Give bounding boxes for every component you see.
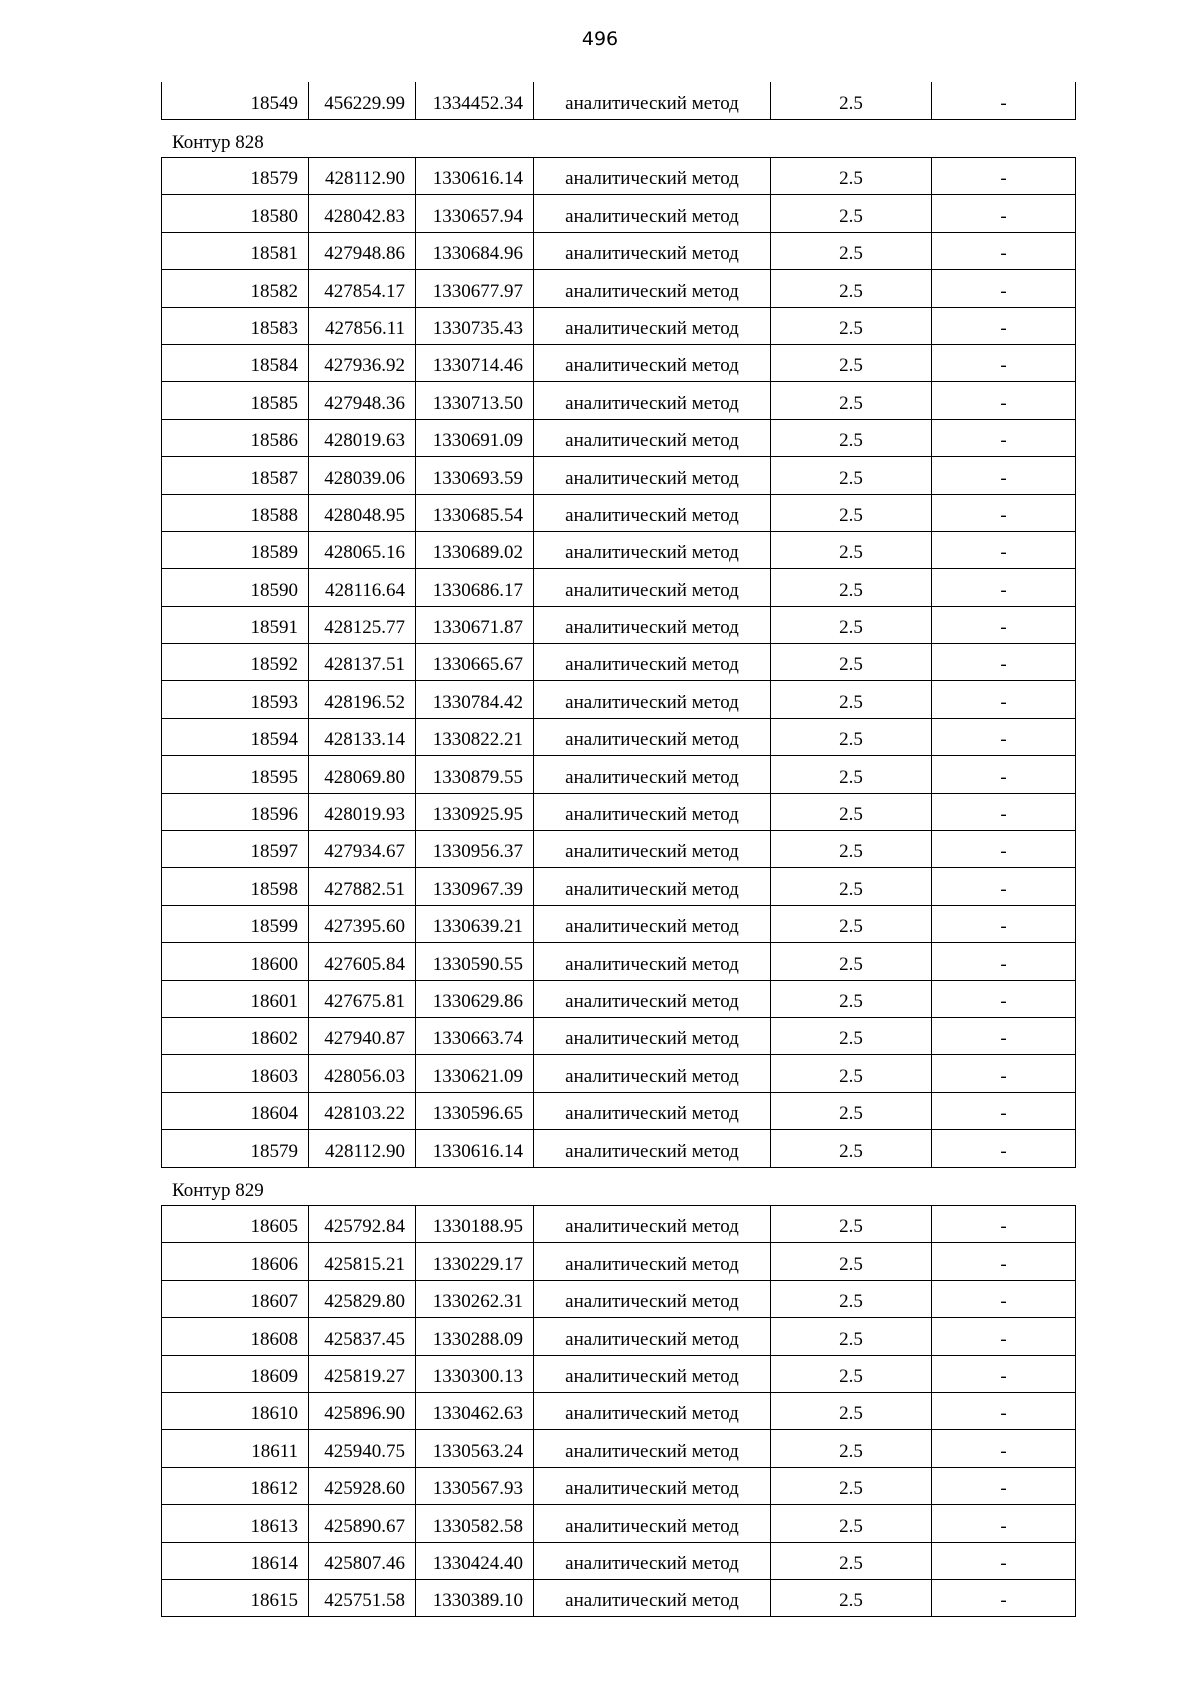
method-cell: аналитический метод xyxy=(534,718,771,755)
point-number-cell: 18580 xyxy=(162,195,309,232)
point-number-cell: 18579 xyxy=(162,1130,309,1167)
x-coordinate-cell: 428048.95 xyxy=(309,494,416,531)
note-cell: - xyxy=(932,905,1076,942)
note-cell: - xyxy=(932,831,1076,868)
point-number-cell: 18608 xyxy=(162,1318,309,1355)
y-coordinate-cell: 1330288.09 xyxy=(416,1318,534,1355)
note-cell: - xyxy=(932,82,1076,119)
x-coordinate-cell: 428042.83 xyxy=(309,195,416,232)
method-cell: аналитический метод xyxy=(534,756,771,793)
note-cell: - xyxy=(932,569,1076,606)
point-number-cell: 18589 xyxy=(162,531,309,568)
method-cell: аналитический метод xyxy=(534,569,771,606)
y-coordinate-cell: 1330663.74 xyxy=(416,1017,534,1054)
x-coordinate-cell: 428019.63 xyxy=(309,419,416,456)
point-number-cell: 18599 xyxy=(162,905,309,942)
y-coordinate-cell: 1330621.09 xyxy=(416,1055,534,1092)
accuracy-cell: 2.5 xyxy=(771,1206,932,1243)
coordinates-table-continued xyxy=(161,82,1076,120)
accuracy-cell: 2.5 xyxy=(771,1430,932,1467)
accuracy-cell: 2.5 xyxy=(771,1017,932,1054)
x-coordinate-cell: 425792.84 xyxy=(309,1206,416,1243)
accuracy-cell: 2.5 xyxy=(771,1092,932,1129)
accuracy-cell: 2.5 xyxy=(771,344,932,381)
y-coordinate-cell: 1330879.55 xyxy=(416,756,534,793)
note-cell: - xyxy=(932,1392,1076,1429)
point-number-cell: 18607 xyxy=(162,1280,309,1317)
x-coordinate-cell: 425928.60 xyxy=(309,1467,416,1504)
accuracy-cell: 2.5 xyxy=(771,943,932,980)
y-coordinate-cell: 1330424.40 xyxy=(416,1542,534,1579)
point-number-cell: 18614 xyxy=(162,1542,309,1579)
note-cell: - xyxy=(932,382,1076,419)
note-cell: - xyxy=(932,494,1076,531)
method-cell: аналитический метод xyxy=(534,1206,771,1243)
note-cell: - xyxy=(932,531,1076,568)
accuracy-cell: 2.5 xyxy=(771,980,932,1017)
point-number-cell: 18579 xyxy=(162,158,309,195)
note-cell: - xyxy=(932,1579,1076,1616)
note-cell: - xyxy=(932,457,1076,494)
point-number-cell: 18584 xyxy=(162,344,309,381)
table-row xyxy=(162,1505,1076,1542)
method-cell: аналитический метод xyxy=(534,270,771,307)
method-cell: аналитический метод xyxy=(534,195,771,232)
point-number-cell: 18588 xyxy=(162,494,309,531)
note-cell: - xyxy=(932,681,1076,718)
table-row xyxy=(162,195,1076,232)
table-row xyxy=(162,793,1076,830)
point-number-cell: 18609 xyxy=(162,1355,309,1392)
accuracy-cell: 2.5 xyxy=(771,531,932,568)
table-row xyxy=(162,1206,1076,1243)
accuracy-cell: 2.5 xyxy=(771,1280,932,1317)
accuracy-cell: 2.5 xyxy=(771,1318,932,1355)
table-row xyxy=(162,1055,1076,1092)
point-number-cell: 18586 xyxy=(162,419,309,456)
note-cell: - xyxy=(932,1092,1076,1129)
table-row xyxy=(162,494,1076,531)
note-cell: - xyxy=(932,1017,1076,1054)
x-coordinate-cell: 427605.84 xyxy=(309,943,416,980)
x-coordinate-cell: 428196.52 xyxy=(309,681,416,718)
y-coordinate-cell: 1330714.46 xyxy=(416,344,534,381)
method-cell: аналитический метод xyxy=(534,1505,771,1542)
y-coordinate-cell: 1330462.63 xyxy=(416,1392,534,1429)
table-row xyxy=(162,1579,1076,1616)
table-row xyxy=(162,270,1076,307)
x-coordinate-cell: 428056.03 xyxy=(309,1055,416,1092)
note-cell: - xyxy=(932,1055,1076,1092)
table-row xyxy=(162,1542,1076,1579)
table-row xyxy=(162,1243,1076,1280)
method-cell: аналитический метод xyxy=(534,1318,771,1355)
x-coordinate-cell: 427940.87 xyxy=(309,1017,416,1054)
table-row xyxy=(162,232,1076,269)
point-number-cell: 18581 xyxy=(162,232,309,269)
point-number-cell: 18582 xyxy=(162,270,309,307)
note-cell: - xyxy=(932,1318,1076,1355)
x-coordinate-cell: 428112.90 xyxy=(309,158,416,195)
method-cell: аналитический метод xyxy=(534,793,771,830)
note-cell: - xyxy=(932,644,1076,681)
x-coordinate-cell: 425896.90 xyxy=(309,1392,416,1429)
y-coordinate-cell: 1330925.95 xyxy=(416,793,534,830)
y-coordinate-cell: 1330784.42 xyxy=(416,681,534,718)
table-row xyxy=(162,419,1076,456)
point-number-cell: 18611 xyxy=(162,1430,309,1467)
table-row xyxy=(162,382,1076,419)
y-coordinate-cell: 1334452.34 xyxy=(416,82,534,119)
y-coordinate-cell: 1330582.58 xyxy=(416,1505,534,1542)
point-number-cell: 18602 xyxy=(162,1017,309,1054)
y-coordinate-cell: 1330629.86 xyxy=(416,980,534,1017)
table-row xyxy=(162,1430,1076,1467)
table-row xyxy=(162,1280,1076,1317)
note-cell: - xyxy=(932,1542,1076,1579)
accuracy-cell: 2.5 xyxy=(771,718,932,755)
method-cell: аналитический метод xyxy=(534,457,771,494)
y-coordinate-cell: 1330713.50 xyxy=(416,382,534,419)
point-number-cell: 18583 xyxy=(162,307,309,344)
x-coordinate-cell: 427854.17 xyxy=(309,270,416,307)
note-cell: - xyxy=(932,307,1076,344)
x-coordinate-cell: 425751.58 xyxy=(309,1579,416,1616)
table-row xyxy=(162,1355,1076,1392)
accuracy-cell: 2.5 xyxy=(771,307,932,344)
x-coordinate-cell: 428103.22 xyxy=(309,1092,416,1129)
note-cell: - xyxy=(932,1505,1076,1542)
point-number-cell: 18593 xyxy=(162,681,309,718)
point-number-cell: 18606 xyxy=(162,1243,309,1280)
y-coordinate-cell: 1330956.37 xyxy=(416,831,534,868)
y-coordinate-cell: 1330677.97 xyxy=(416,270,534,307)
note-cell: - xyxy=(932,606,1076,643)
note-cell: - xyxy=(932,718,1076,755)
y-coordinate-cell: 1330389.10 xyxy=(416,1579,534,1616)
point-number-cell: 18612 xyxy=(162,1467,309,1504)
table-row xyxy=(162,1017,1076,1054)
method-cell: аналитический метод xyxy=(534,980,771,1017)
x-coordinate-cell: 428019.93 xyxy=(309,793,416,830)
method-cell: аналитический метод xyxy=(534,1392,771,1429)
table-row xyxy=(162,344,1076,381)
point-number-cell: 18601 xyxy=(162,980,309,1017)
method-cell: аналитический метод xyxy=(534,232,771,269)
point-number-cell: 18605 xyxy=(162,1206,309,1243)
x-coordinate-cell: 427856.11 xyxy=(309,307,416,344)
accuracy-cell: 2.5 xyxy=(771,1392,932,1429)
x-coordinate-cell: 425837.45 xyxy=(309,1318,416,1355)
method-cell: аналитический метод xyxy=(534,1017,771,1054)
table-row xyxy=(162,718,1076,755)
note-cell: - xyxy=(932,1430,1076,1467)
method-cell: аналитический метод xyxy=(534,82,771,119)
y-coordinate-cell: 1330693.59 xyxy=(416,457,534,494)
table-row xyxy=(162,1092,1076,1129)
x-coordinate-cell: 425815.21 xyxy=(309,1243,416,1280)
method-cell: аналитический метод xyxy=(534,1280,771,1317)
table-row xyxy=(162,82,1076,119)
y-coordinate-cell: 1330300.13 xyxy=(416,1355,534,1392)
method-cell: аналитический метод xyxy=(534,531,771,568)
x-coordinate-cell: 428112.90 xyxy=(309,1130,416,1167)
x-coordinate-cell: 456229.99 xyxy=(309,82,416,119)
y-coordinate-cell: 1330567.93 xyxy=(416,1467,534,1504)
accuracy-cell: 2.5 xyxy=(771,831,932,868)
point-number-cell: 18597 xyxy=(162,831,309,868)
y-coordinate-cell: 1330188.95 xyxy=(416,1206,534,1243)
table-row xyxy=(162,307,1076,344)
accuracy-cell: 2.5 xyxy=(771,1467,932,1504)
table-row xyxy=(162,681,1076,718)
accuracy-cell: 2.5 xyxy=(771,494,932,531)
x-coordinate-cell: 425807.46 xyxy=(309,1542,416,1579)
accuracy-cell: 2.5 xyxy=(771,1130,932,1167)
note-cell: - xyxy=(932,195,1076,232)
y-coordinate-cell: 1330684.96 xyxy=(416,232,534,269)
x-coordinate-cell: 427948.86 xyxy=(309,232,416,269)
x-coordinate-cell: 428133.14 xyxy=(309,718,416,755)
method-cell: аналитический метод xyxy=(534,382,771,419)
accuracy-cell: 2.5 xyxy=(771,195,932,232)
y-coordinate-cell: 1330563.24 xyxy=(416,1430,534,1467)
table-row xyxy=(162,644,1076,681)
method-cell: аналитический метод xyxy=(534,158,771,195)
x-coordinate-cell: 428065.16 xyxy=(309,531,416,568)
point-number-cell: 18600 xyxy=(162,943,309,980)
note-cell: - xyxy=(932,1130,1076,1167)
table-row xyxy=(162,1467,1076,1504)
x-coordinate-cell: 428137.51 xyxy=(309,644,416,681)
x-coordinate-cell: 425890.67 xyxy=(309,1505,416,1542)
accuracy-cell: 2.5 xyxy=(771,1243,932,1280)
y-coordinate-cell: 1330822.21 xyxy=(416,718,534,755)
y-coordinate-cell: 1330229.17 xyxy=(416,1243,534,1280)
accuracy-cell: 2.5 xyxy=(771,756,932,793)
point-number-cell: 18595 xyxy=(162,756,309,793)
y-coordinate-cell: 1330671.87 xyxy=(416,606,534,643)
note-cell: - xyxy=(932,1206,1076,1243)
coordinates-table-contour-829 xyxy=(161,1205,1076,1617)
point-number-cell: 18604 xyxy=(162,1092,309,1129)
note-cell: - xyxy=(932,980,1076,1017)
accuracy-cell: 2.5 xyxy=(771,569,932,606)
table-row xyxy=(162,1130,1076,1167)
x-coordinate-cell: 427948.36 xyxy=(309,382,416,419)
accuracy-cell: 2.5 xyxy=(771,1055,932,1092)
note-cell: - xyxy=(932,158,1076,195)
point-number-cell: 18603 xyxy=(162,1055,309,1092)
table-row xyxy=(162,1392,1076,1429)
method-cell: аналитический метод xyxy=(534,307,771,344)
point-number-cell: 18587 xyxy=(162,457,309,494)
note-cell: - xyxy=(932,270,1076,307)
accuracy-cell: 2.5 xyxy=(771,419,932,456)
accuracy-cell: 2.5 xyxy=(771,1542,932,1579)
note-cell: - xyxy=(932,419,1076,456)
accuracy-cell: 2.5 xyxy=(771,905,932,942)
x-coordinate-cell: 428116.64 xyxy=(309,569,416,606)
method-cell: аналитический метод xyxy=(534,905,771,942)
x-coordinate-cell: 428039.06 xyxy=(309,457,416,494)
accuracy-cell: 2.5 xyxy=(771,793,932,830)
y-coordinate-cell: 1330657.94 xyxy=(416,195,534,232)
x-coordinate-cell: 427395.60 xyxy=(309,905,416,942)
y-coordinate-cell: 1330596.65 xyxy=(416,1092,534,1129)
contour-label: Контур 829 xyxy=(172,1180,264,1201)
x-coordinate-cell: 427882.51 xyxy=(309,868,416,905)
method-cell: аналитический метод xyxy=(534,644,771,681)
table-row xyxy=(162,531,1076,568)
note-cell: - xyxy=(932,1467,1076,1504)
accuracy-cell: 2.5 xyxy=(771,1355,932,1392)
table-row xyxy=(162,831,1076,868)
method-cell: аналитический метод xyxy=(534,1542,771,1579)
point-number-cell: 18591 xyxy=(162,606,309,643)
x-coordinate-cell: 427675.81 xyxy=(309,980,416,1017)
table-row xyxy=(162,980,1076,1017)
method-cell: аналитический метод xyxy=(534,344,771,381)
x-coordinate-cell: 425829.80 xyxy=(309,1280,416,1317)
accuracy-cell: 2.5 xyxy=(771,82,932,119)
method-cell: аналитический метод xyxy=(534,494,771,531)
x-coordinate-cell: 427934.67 xyxy=(309,831,416,868)
method-cell: аналитический метод xyxy=(534,1092,771,1129)
point-number-cell: 18598 xyxy=(162,868,309,905)
y-coordinate-cell: 1330665.67 xyxy=(416,644,534,681)
accuracy-cell: 2.5 xyxy=(771,681,932,718)
table-row xyxy=(162,1318,1076,1355)
point-number-cell: 18596 xyxy=(162,793,309,830)
accuracy-cell: 2.5 xyxy=(771,457,932,494)
accuracy-cell: 2.5 xyxy=(771,232,932,269)
method-cell: аналитический метод xyxy=(534,1130,771,1167)
method-cell: аналитический метод xyxy=(534,419,771,456)
table-row xyxy=(162,569,1076,606)
table-row xyxy=(162,756,1076,793)
page-number: 496 xyxy=(581,28,619,50)
note-cell: - xyxy=(932,1243,1076,1280)
table-row xyxy=(162,943,1076,980)
point-number-cell: 18549 xyxy=(162,82,309,119)
y-coordinate-cell: 1330967.39 xyxy=(416,868,534,905)
method-cell: аналитический метод xyxy=(534,606,771,643)
x-coordinate-cell: 428125.77 xyxy=(309,606,416,643)
note-cell: - xyxy=(932,868,1076,905)
accuracy-cell: 2.5 xyxy=(771,270,932,307)
y-coordinate-cell: 1330590.55 xyxy=(416,943,534,980)
y-coordinate-cell: 1330616.14 xyxy=(416,1130,534,1167)
method-cell: аналитический метод xyxy=(534,868,771,905)
method-cell: аналитический метод xyxy=(534,1055,771,1092)
y-coordinate-cell: 1330262.31 xyxy=(416,1280,534,1317)
table-row xyxy=(162,457,1076,494)
method-cell: аналитический метод xyxy=(534,1243,771,1280)
note-cell: - xyxy=(932,1355,1076,1392)
x-coordinate-cell: 425819.27 xyxy=(309,1355,416,1392)
x-coordinate-cell: 425940.75 xyxy=(309,1430,416,1467)
table-row xyxy=(162,905,1076,942)
accuracy-cell: 2.5 xyxy=(771,868,932,905)
point-number-cell: 18615 xyxy=(162,1579,309,1616)
accuracy-cell: 2.5 xyxy=(771,606,932,643)
method-cell: аналитический метод xyxy=(534,681,771,718)
x-coordinate-cell: 428069.80 xyxy=(309,756,416,793)
y-coordinate-cell: 1330639.21 xyxy=(416,905,534,942)
point-number-cell: 18594 xyxy=(162,718,309,755)
note-cell: - xyxy=(932,232,1076,269)
coordinates-table-contour-828 xyxy=(161,157,1076,1168)
point-number-cell: 18590 xyxy=(162,569,309,606)
note-cell: - xyxy=(932,793,1076,830)
method-cell: аналитический метод xyxy=(534,1430,771,1467)
method-cell: аналитический метод xyxy=(534,831,771,868)
x-coordinate-cell: 427936.92 xyxy=(309,344,416,381)
contour-label: Контур 828 xyxy=(172,132,264,153)
accuracy-cell: 2.5 xyxy=(771,158,932,195)
point-number-cell: 18592 xyxy=(162,644,309,681)
note-cell: - xyxy=(932,756,1076,793)
accuracy-cell: 2.5 xyxy=(771,1579,932,1616)
note-cell: - xyxy=(932,943,1076,980)
accuracy-cell: 2.5 xyxy=(771,644,932,681)
method-cell: аналитический метод xyxy=(534,1579,771,1616)
y-coordinate-cell: 1330685.54 xyxy=(416,494,534,531)
table-row xyxy=(162,158,1076,195)
point-number-cell: 18613 xyxy=(162,1505,309,1542)
method-cell: аналитический метод xyxy=(534,943,771,980)
table-row xyxy=(162,606,1076,643)
y-coordinate-cell: 1330689.02 xyxy=(416,531,534,568)
method-cell: аналитический метод xyxy=(534,1467,771,1504)
accuracy-cell: 2.5 xyxy=(771,382,932,419)
y-coordinate-cell: 1330686.17 xyxy=(416,569,534,606)
method-cell: аналитический метод xyxy=(534,1355,771,1392)
point-number-cell: 18585 xyxy=(162,382,309,419)
y-coordinate-cell: 1330691.09 xyxy=(416,419,534,456)
table-row xyxy=(162,868,1076,905)
y-coordinate-cell: 1330735.43 xyxy=(416,307,534,344)
accuracy-cell: 2.5 xyxy=(771,1505,932,1542)
note-cell: - xyxy=(932,344,1076,381)
note-cell: - xyxy=(932,1280,1076,1317)
point-number-cell: 18610 xyxy=(162,1392,309,1429)
y-coordinate-cell: 1330616.14 xyxy=(416,158,534,195)
